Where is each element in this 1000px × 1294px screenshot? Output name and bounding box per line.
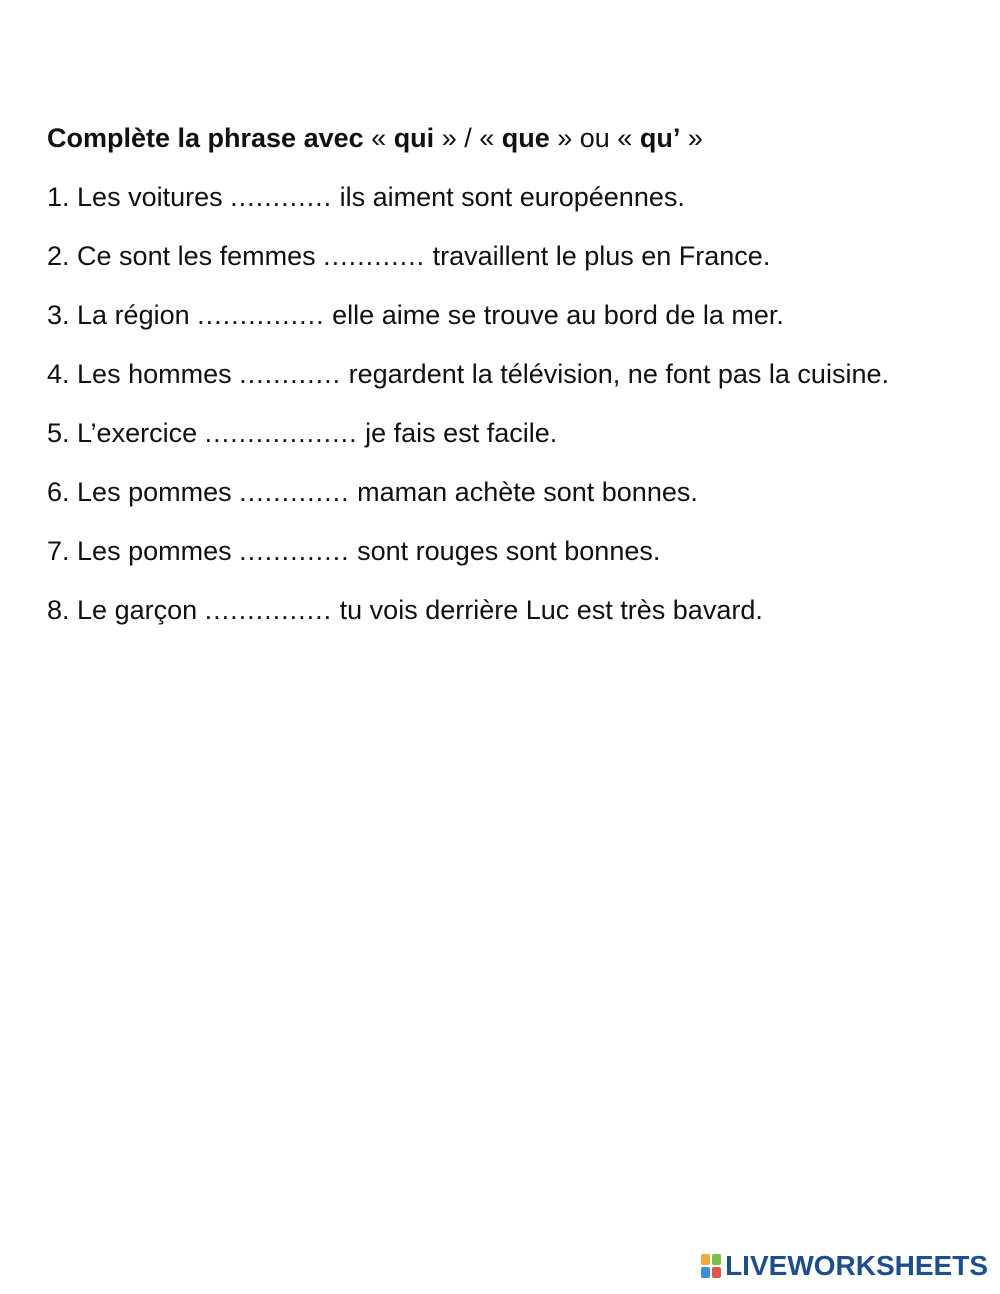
instruction bbox=[47, 118, 947, 158]
item-number: 5. bbox=[47, 418, 70, 448]
item-text-after: ils aiment sont européennes. bbox=[332, 182, 685, 212]
item-text-before: Ce sont les femmes bbox=[69, 241, 324, 271]
answer-blank[interactable]: ............. bbox=[239, 477, 350, 507]
answer-blank[interactable]: .................. bbox=[204, 418, 358, 448]
liveworksheets-logo bbox=[701, 1250, 988, 1282]
option-qui: qui bbox=[393, 123, 435, 153]
item-text-before: La région bbox=[69, 300, 198, 330]
item-text-after: je fais est facile. bbox=[357, 418, 558, 448]
instruction-or: » ou « bbox=[549, 123, 640, 153]
item-number: 7. bbox=[47, 536, 70, 566]
logo-square bbox=[712, 1267, 721, 1278]
exercise-list bbox=[47, 174, 947, 633]
item-number: 6. bbox=[47, 477, 70, 507]
exercise-item-4 bbox=[47, 351, 947, 397]
answer-blank[interactable]: ............. bbox=[239, 536, 350, 566]
exercise-item-5 bbox=[47, 410, 947, 456]
instruction-quote-open: « bbox=[363, 123, 394, 153]
item-text-after: elle aime se trouve au bord de la mer. bbox=[324, 300, 784, 330]
item-text-after: travaillent le plus en France. bbox=[425, 241, 771, 271]
answer-blank[interactable]: ............ bbox=[239, 359, 342, 389]
item-text-before: Les pommes bbox=[69, 477, 240, 507]
instruction-quote-close: » bbox=[680, 123, 703, 153]
logo-square bbox=[701, 1254, 710, 1265]
logo-square bbox=[712, 1254, 721, 1265]
instruction-separator: » / « bbox=[434, 123, 502, 153]
exercise-item-2 bbox=[47, 233, 947, 279]
exercise-item-1 bbox=[47, 174, 947, 220]
exercise-item-8 bbox=[47, 587, 947, 633]
instruction-text: Complète la phrase avec bbox=[47, 123, 364, 153]
item-text-before: Le garçon bbox=[69, 595, 205, 625]
answer-blank[interactable]: ............ bbox=[323, 241, 426, 271]
item-text-before: L’exercice bbox=[69, 418, 205, 448]
item-number: 1. bbox=[47, 182, 70, 212]
option-que: que bbox=[501, 123, 550, 153]
item-number: 8. bbox=[47, 595, 70, 625]
logo-text: LIVEWORKSHEETS bbox=[725, 1250, 988, 1281]
item-text-before: Les pommes bbox=[69, 536, 240, 566]
answer-blank[interactable]: ............ bbox=[230, 182, 333, 212]
worksheet bbox=[47, 118, 947, 646]
item-number: 3. bbox=[47, 300, 70, 330]
exercise-item-6 bbox=[47, 469, 947, 515]
item-number: 4. bbox=[47, 359, 70, 389]
item-text-after: regardent la télévision, ne font pas la cuisine. bbox=[341, 359, 889, 389]
logo-grid-icon bbox=[701, 1254, 721, 1278]
item-text-after: maman achète sont bonnes. bbox=[349, 477, 698, 507]
logo-square bbox=[701, 1267, 710, 1278]
item-text-before: Les hommes bbox=[69, 359, 240, 389]
item-text-after: sont rouges sont bonnes. bbox=[349, 536, 661, 566]
answer-blank[interactable]: ............... bbox=[204, 595, 333, 625]
item-text-before: Les voitures bbox=[69, 182, 231, 212]
exercise-item-3 bbox=[47, 292, 947, 338]
item-number: 2. bbox=[47, 241, 70, 271]
answer-blank[interactable]: ............... bbox=[197, 300, 325, 330]
exercise-item-7 bbox=[47, 528, 947, 574]
option-qu: qu’ bbox=[639, 123, 681, 153]
item-text-after: tu vois derrière Luc est très bavard. bbox=[332, 595, 763, 625]
